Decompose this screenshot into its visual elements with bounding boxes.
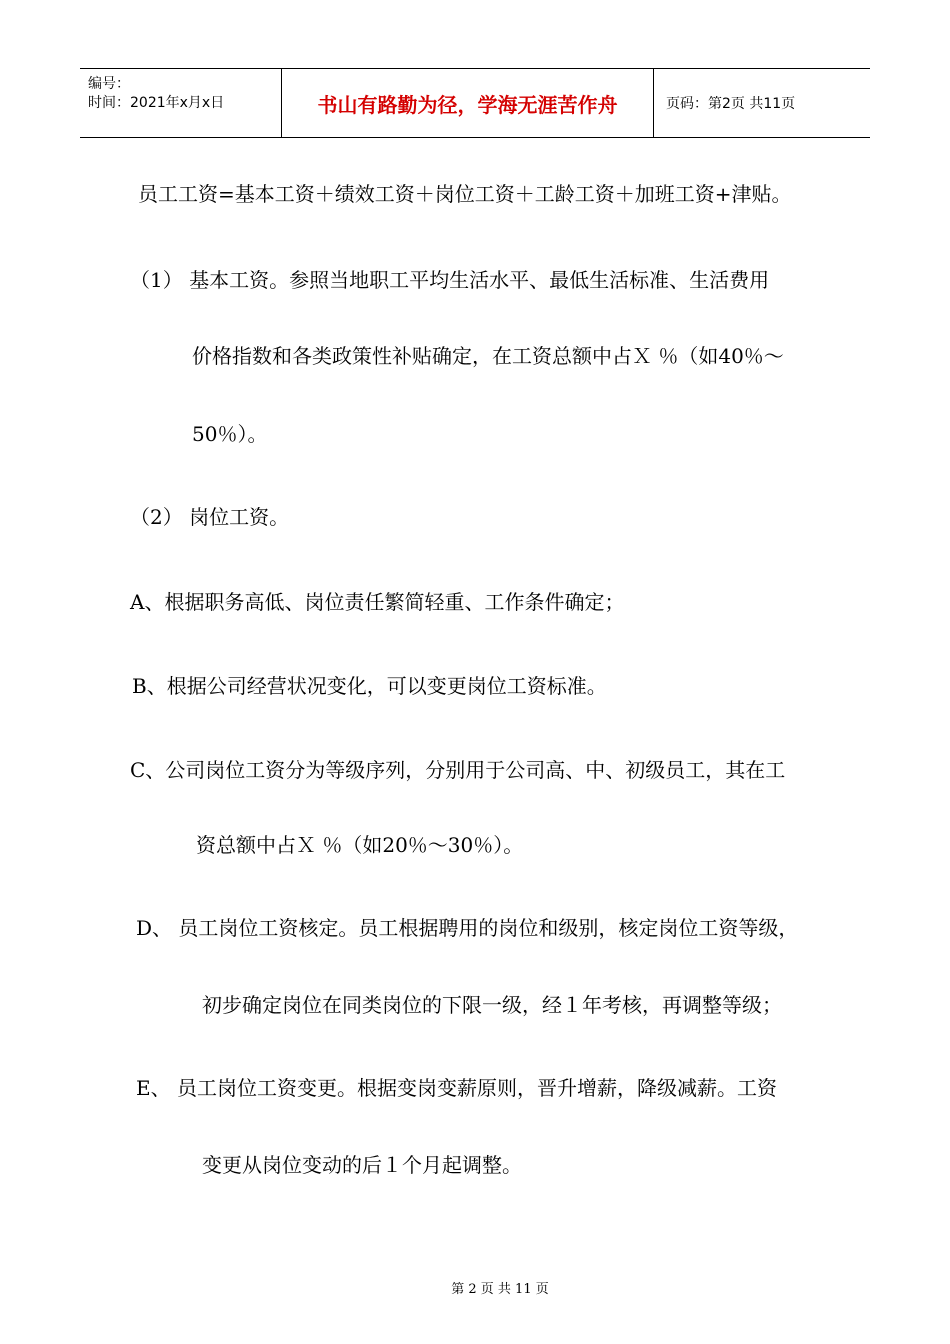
- page-footer: 第 2 页 共 11 页: [451, 1282, 549, 1297]
- basic-wage-line-3: 50％）。: [192, 422, 268, 446]
- item-b-line: B、根据公司经营状况变化，可以变更岗位工资标准。: [132, 674, 607, 698]
- post-wage-heading: （2） 岗位工资。: [130, 505, 290, 529]
- item-d-line-2: 初步确定岗位在同类岗位的下限一级，经１年考核，再调整等级；: [202, 993, 782, 1017]
- header-code-label: 编号：: [88, 76, 130, 92]
- formula-line: 员工工资=基本工资＋绩效工资＋岗位工资＋工龄工资＋加班工资+津贴。: [138, 182, 792, 206]
- page-header: [80, 68, 870, 138]
- item-a-line: A、根据职务高低、岗位责任繁简轻重、工作条件确定；: [130, 590, 625, 614]
- header-motto: 书山有路勤为径，学海无涯苦作舟: [282, 69, 654, 137]
- item-c-line-1: C、公司岗位工资分为等级序列，分别用于公司高、中、初级员工，其在工: [130, 758, 786, 782]
- basic-wage-line-2: 价格指数和各类政策性补贴确定，在工资总额中占Ｘ ％（如40％～: [192, 344, 784, 368]
- item-e-line-2: 变更从岗位变动的后１个月起调整。: [202, 1153, 522, 1177]
- basic-wage-line-1: （1） 基本工资。参照当地职工平均生活水平、最低生活标准、生活费用: [130, 268, 770, 292]
- header-page-info: 页码：第2页 共11页: [666, 96, 796, 112]
- item-c-line-2: 资总额中占Ｘ ％（如20％～30％）。: [196, 833, 524, 857]
- header-meta-cell: [80, 69, 282, 137]
- item-d-line-1: D、 员工岗位工资核定。员工根据聘用的岗位和级别，核定岗位工资等级，: [136, 916, 799, 940]
- item-e-line-1: E、 员工岗位工资变更。根据变岗变薪原则，晋升增薪，降级减薪。工资: [136, 1076, 777, 1100]
- header-date-label: 时间：2021年x月x日: [88, 95, 225, 111]
